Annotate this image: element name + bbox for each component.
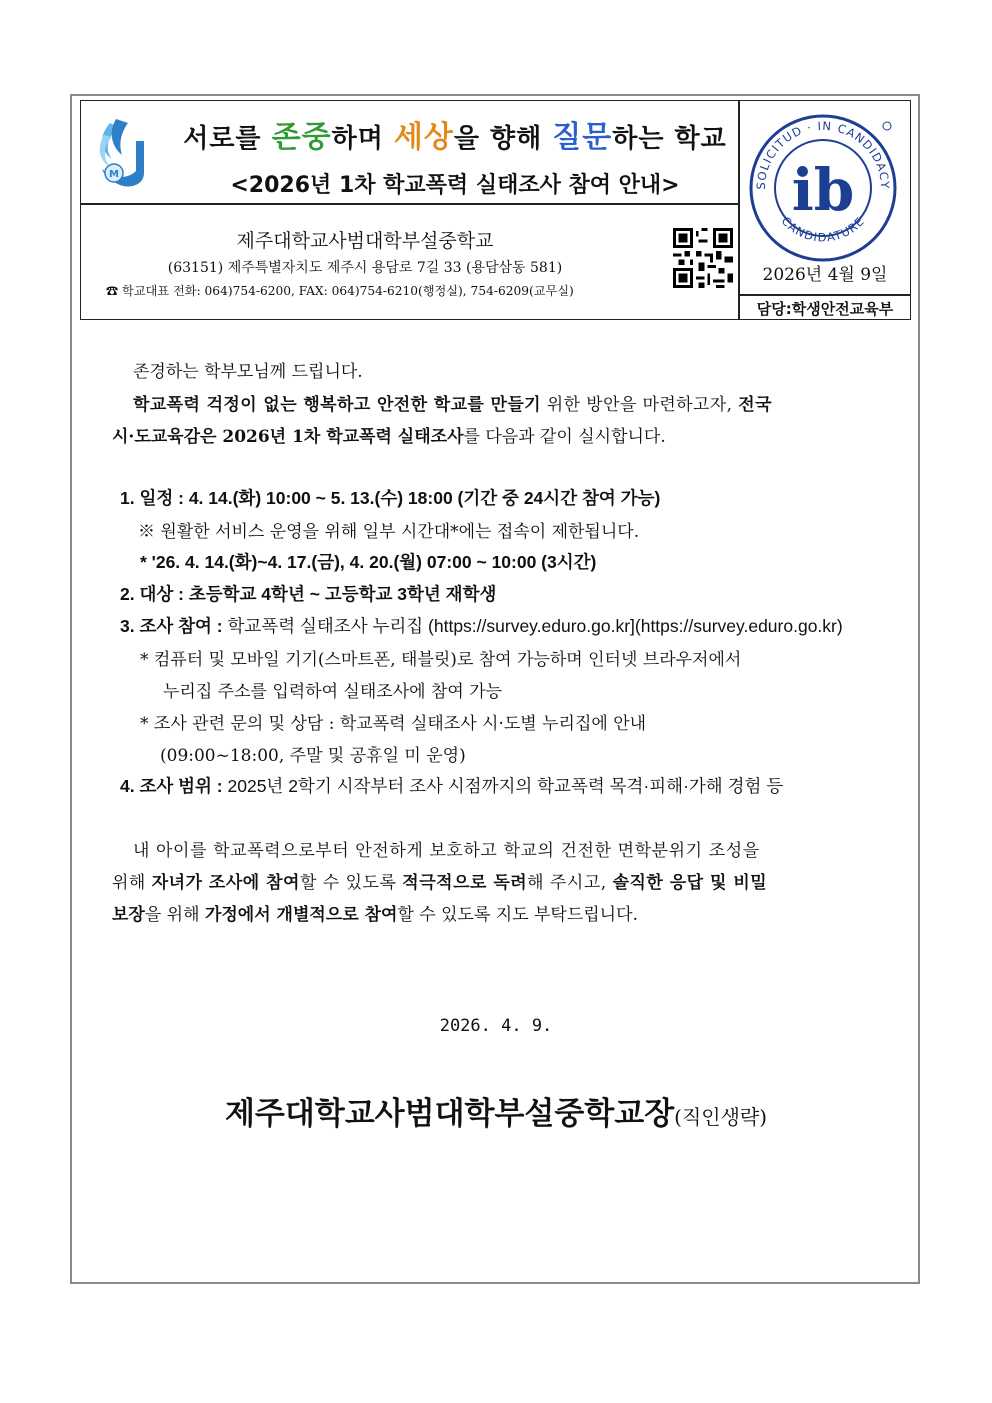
svg-text:CANDIDATURE: CANDIDATURE [778, 213, 868, 245]
notice-title: <2026년 1차 학교폭력 실태조사 참여 안내> [230, 173, 680, 198]
closing-line-2: 위해 자녀가 조사에 참여할 수 있도록 적극적으로 독려해 주시고, 솔직한 응답 및 비밀 [112, 873, 768, 893]
school-phone: ☎ 학교대표 전화: 064)754-6200, FAX: 064)754-6210(행정실), 754-6209(교무실) [106, 284, 574, 298]
survey-note-1a: * 컴퓨터 및 모바일 기기(스마트폰, 태블릿)로 참여 가능하며 인터넷 브라우저에서 [140, 650, 742, 670]
greeting: 존경하는 학부모님께 드립니다. [133, 362, 363, 382]
school-motto: 서로를 존중하며 세상을 향해 질문하는 학교 [183, 120, 727, 155]
letterhead-divider-vertical [738, 100, 740, 320]
schedule-note: ※ 원활한 서비스 운영을 위해 일부 시간대*에는 접속이 제한됩니다. [138, 522, 640, 542]
closing-line-3: 보장을 위해 가정에서 개별적으로 참여할 수 있도록 지도 부탁드립니다. [112, 905, 638, 925]
schedule-item: 1. 일정 : 4. 14.(화) 10:00 ~ 5. 13.(수) 18:00 (기간 중 24시간 참여 가능) [120, 488, 661, 508]
intro-line-2: 시·도교육감은 2026년 1차 학교폭력 실태조사를 다음과 같이 실시합니다. [112, 427, 666, 447]
closing-line-1: 내 아이를 학교폭력으로부터 안전하게 보호하고 학교의 건전한 면학분위기 조성을 [133, 841, 760, 861]
qr-code-icon [673, 228, 733, 288]
svg-text:ib: ib [791, 156, 855, 224]
principal-signature: 제주대학교사범대학부설중학교장(직인생략) [224, 1096, 768, 1132]
date-cell-divider [738, 294, 911, 296]
survey-item: 3. 조사 참여 : 학교폭력 실태조사 누리집 (https://survey.eduro.go.kr](https://survey.eduro.go.kr) [120, 616, 843, 636]
scope-item: 4. 조사 범위 : 2025년 2학기 시작부터 조사 시점까지의 학교폭력 목격·피해·가해 경험 등 [120, 776, 784, 796]
schedule-restriction: * '26. 4. 14.(화)~4. 17.(금), 4. 20.(월) 07:00 ~ 10:00 (3시간) [140, 552, 597, 572]
svg-text:SOLICITUD · IN CANDIDACY: SOLICITUD · IN CANDIDACY [753, 118, 893, 190]
survey-note-2b: (09:00~18:00, 주말 및 공휴일 미 운영) [160, 746, 466, 766]
qr-caption [673, 284, 733, 291]
school-address: (63151) 제주특별자치도 제주시 용담로 7길 33 (용담삼동 581) [167, 260, 563, 276]
document-date: 2026. 4. 9. [439, 1016, 553, 1036]
issue-date: 2026년 4월 9일 [762, 265, 888, 285]
intro-line-1: 학교폭력 걱정이 없는 행복하고 안전한 학교를 만들기 위한 방안을 마련하고자, 전국 [133, 395, 772, 415]
school-name: 제주대학교사범대학부설중학교 [236, 230, 494, 252]
svg-text:M: M [109, 169, 119, 180]
department-label: 담당:학생안전교육부 [756, 300, 894, 318]
survey-note-2a: * 조사 관련 문의 및 상담 : 학교폭력 실태조사 시·도별 누리집에 안내 [140, 714, 647, 734]
school-logo-icon [90, 115, 152, 190]
survey-note-1b: 누리집 주소를 입력하여 실태조사에 참여 가능 [163, 682, 503, 702]
ib-candidacy-logo [747, 112, 899, 264]
target-item: 2. 대상 : 초등학교 4학년 ~ 고등학교 3학년 재학생 [120, 584, 497, 604]
letterhead-divider-horizontal [80, 203, 739, 205]
